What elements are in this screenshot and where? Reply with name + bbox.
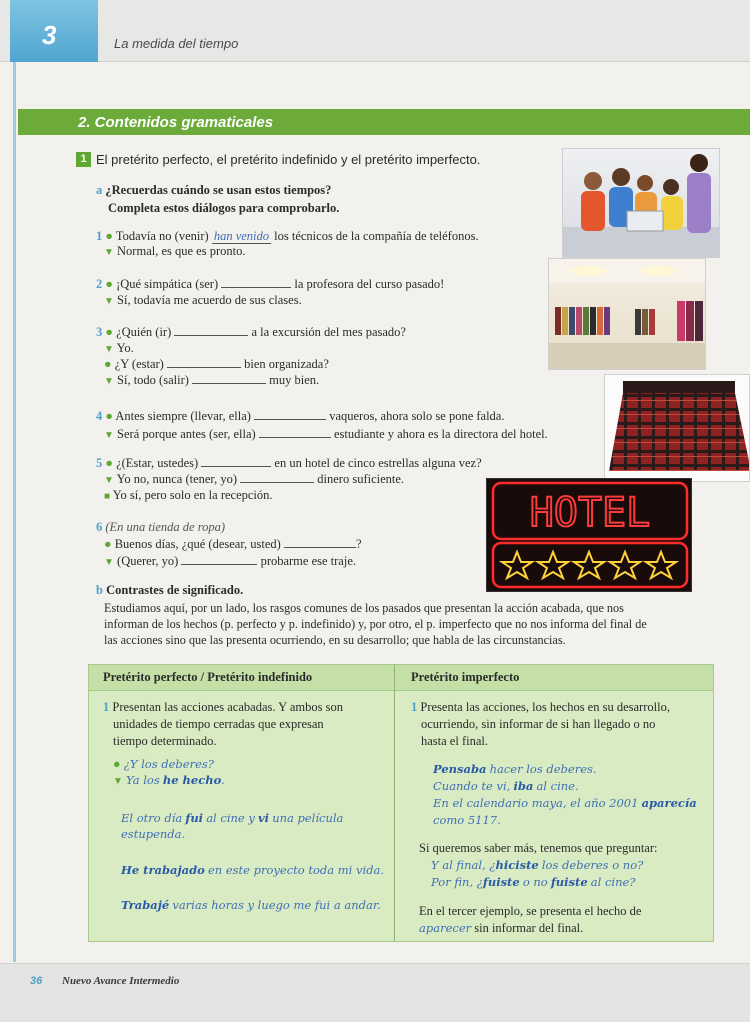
table-divider [394, 665, 395, 941]
svg-text:HOTEL: HOTEL [529, 490, 651, 536]
right-example-2: Cuando te vi, iba al cine. [433, 779, 579, 793]
right-question-intro: Si queremos saber más, tenemos que preguntar: [419, 841, 658, 855]
right-final-1: En el tercer ejemplo, se presenta el hecho de [419, 904, 642, 918]
dialogue-4-line-a: 4 ● Antes siempre (llevar, ella) vaqueros, ahora solo se pone falda. [96, 409, 505, 423]
header-band [0, 0, 750, 62]
students-computer-photo [562, 148, 720, 258]
grammar-table [88, 664, 714, 942]
answer-field-6b[interactable] [181, 553, 257, 565]
left-example-2: ▼ Ya los he hecho. [113, 773, 225, 787]
right-question-2: Por fin, ¿fuiste o no fuiste al cine? [431, 875, 636, 889]
answer-field-5b[interactable] [240, 471, 314, 483]
answer-field-5a[interactable] [201, 455, 271, 467]
dialogue-6-context: 6 (En una tienda de ropa) [96, 520, 226, 534]
dialogue-4-line-b: ▼ Será porque antes (ser, ella) estudiante y ahora es la directora del hotel. [104, 427, 548, 441]
dialogue-3-line-c: ● ¿Y (estar) bien organizada? [104, 357, 329, 371]
dialogue-6-line-b: ▼ (Querer, yo) probarme ese traje. [104, 554, 356, 568]
left-example-3: El otro día fui al cine y vi una película [121, 811, 344, 825]
part-a-line2: Completa estos diálogos para comprobarlo. [108, 201, 340, 215]
exercise-number: 1 [76, 152, 91, 167]
right-final-2: aparecer sin informar del final. [419, 921, 584, 935]
right-example-3b: como 5117. [433, 813, 501, 827]
part-a-line1: a ¿Recuerdas cuándo se usan estos tiempos? [96, 183, 332, 197]
exercise-title: El pretérito perfecto, el pretérito indefinido y el pretérito imperfecto. [96, 152, 481, 167]
left-example-3b: estupenda. [121, 827, 186, 841]
dialogue-1-line-a: 1 ● Todavía no (venir) han venido los técnicos de la compañía de teléfonos. [96, 229, 479, 243]
answer-field-2[interactable] [221, 276, 291, 288]
dialogue-3-line-b: ▼ Yo. [104, 341, 134, 355]
dialogue-5-line-b: ▼ Yo no, nunca (tener, yo) dinero suficiente. [104, 472, 405, 486]
section-title: 2. Contenidos gramaticales [78, 114, 274, 131]
dialogue-6-line-a: ● Buenos días, ¿qué (desear, usted) ? [104, 537, 362, 551]
answer-field-4b[interactable] [259, 426, 331, 438]
part-b-line1: Estudiamos aquí, por un lado, los rasgos comunes de los pasados que presentan la acción acabada, que nos [104, 601, 624, 615]
part-a-letter: a [96, 183, 103, 197]
right-question-1: Y al final, ¿hiciste los deberes o no? [431, 858, 644, 872]
right-p1: 1 Presenta las acciones, los hechos en su desarrollo, [411, 700, 670, 714]
dialogue-5-line-c: ■ Yo sí, pero solo en la recepción. [104, 488, 273, 502]
left-example-5: Trabajé varias horas y luego me fui a andar. [121, 898, 381, 912]
answer-field-3b[interactable] [167, 356, 241, 368]
dialogue-5-line-a: 5 ● ¿(Estar, ustedes) en un hotel de cinco estrellas alguna vez? [96, 456, 482, 470]
footer-band [0, 963, 750, 1022]
right-p2: ocurriendo, sin informar de si han llegado o no [421, 717, 656, 731]
dialogue-2-line-b: ▼ Sí, todavía me acuerdo de sus clases. [104, 293, 302, 307]
margin-rule [13, 62, 16, 962]
dialogue-2-line-a: 2 ● ¡Qué simpática (ser) la profesora del curso pasado! [96, 277, 445, 291]
page-number: 36 [30, 975, 43, 987]
dialogue-3-line-a: 3 ● ¿Quién (ir) a la excursión del mes pasado? [96, 325, 406, 339]
left-p1: 1 Presentan las acciones acabadas. Y ambos son [103, 700, 343, 714]
left-example-4: He trabajado en este proyecto toda mi vida. [121, 863, 385, 877]
answer-field-6a[interactable] [284, 536, 356, 548]
book-title: Nuevo Avance Intermedio [62, 975, 180, 987]
left-p3: tiempo determinado. [113, 734, 217, 748]
left-example-1: ● ¿Y los deberes? [113, 757, 214, 771]
clothing-store-photo [548, 258, 706, 370]
part-b-line2: informan de los hechos (p. perfecto y p. indefinido) y, por otro, el p. imperfecto que no nos informa del final de [104, 617, 647, 631]
unit-title: La medida del tiempo [114, 36, 239, 51]
right-example-1: Pensaba hacer los deberes. [433, 762, 597, 776]
dialogue-1-line-b: ▼ Normal, es que es pronto. [104, 244, 246, 258]
unit-number: 3 [42, 20, 57, 50]
answer-field-3c[interactable] [192, 372, 266, 384]
answer-field-3a[interactable] [174, 324, 248, 336]
dialogue-3-line-d: ▼ Sí, todo (salir) muy bien. [104, 373, 320, 387]
answer-field-1[interactable]: han venido [213, 229, 270, 243]
right-p3: hasta el final. [421, 734, 488, 748]
plaid-skirt-photo [604, 374, 750, 482]
answer-field-4a[interactable] [254, 408, 326, 420]
left-p2: unidades de tiempo cerradas que expresan [113, 717, 324, 731]
part-b-line3: las acciones sino que las presenta ocurriendo, en su desarrollo; que habla de las circunstancias. [104, 633, 566, 647]
left-column-header: Pretérito perfecto / Pretérito indefinido [103, 670, 313, 684]
right-column-header: Pretérito imperfecto [411, 670, 520, 684]
neon-hotel-sign-photo [486, 478, 692, 592]
right-example-3: En el calendario maya, el año 2001 aparecía [433, 796, 697, 810]
part-b-title: b Contrastes de significado. [96, 583, 244, 597]
